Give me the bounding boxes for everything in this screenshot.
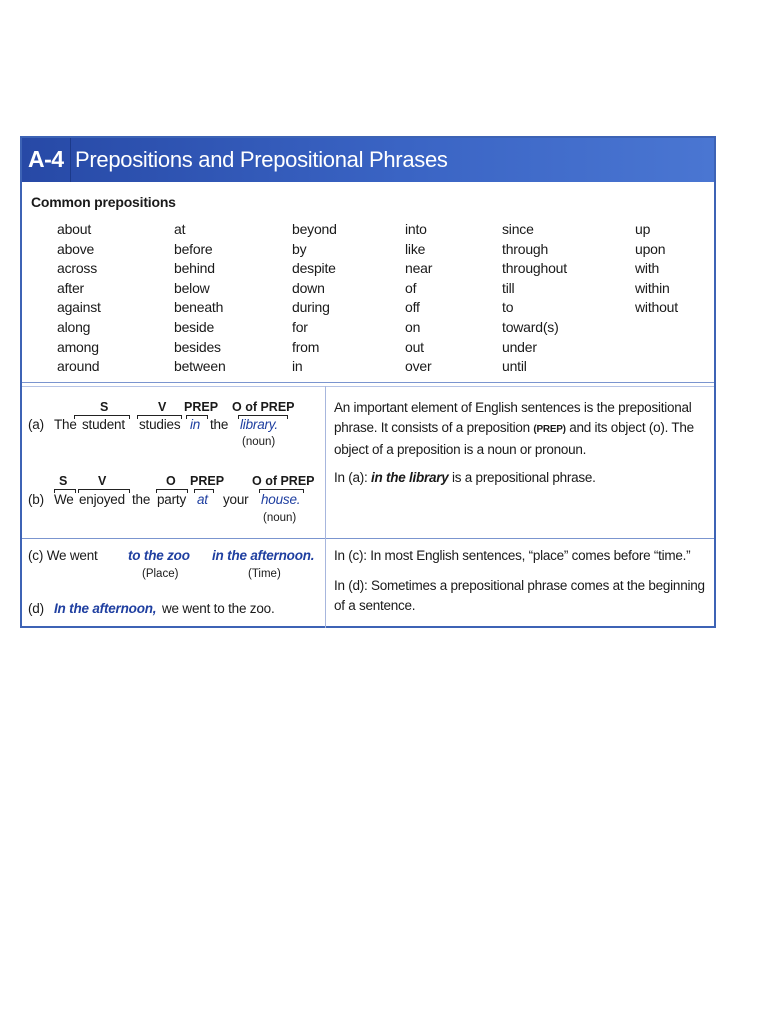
preposition-word: with <box>635 260 660 277</box>
preposition-word: at <box>174 221 186 237</box>
example-c-text: (c) We went <box>28 548 98 563</box>
word: enjoyed <box>79 492 125 507</box>
preposition-word: till <box>502 279 515 296</box>
preposition-word: despite <box>292 260 336 277</box>
preposition-word: through <box>502 240 549 257</box>
word-object: house. <box>261 492 301 507</box>
label-prep: PREP <box>184 400 219 414</box>
preposition-word: to <box>502 299 514 316</box>
label-verb: V <box>158 400 167 414</box>
preposition-word: for <box>292 318 308 335</box>
preposition-word: besides <box>174 338 221 355</box>
preposition-word: without <box>635 299 678 316</box>
word-prep: at <box>197 492 208 507</box>
preposition-column-6 <box>635 220 678 318</box>
preposition-word: along <box>57 318 91 335</box>
preposition-word: up <box>635 221 651 237</box>
explanation-text: and its object (o). The <box>565 420 694 435</box>
explanation-line <box>334 418 712 440</box>
preposition-word: under <box>502 338 537 355</box>
preposition-word: beneath <box>174 299 224 316</box>
preposition-column-3 <box>292 220 337 377</box>
word-object: library. <box>240 417 278 432</box>
preposition-word: on <box>405 318 421 335</box>
place-label: (Place) <box>142 568 179 580</box>
preposition-word: between <box>174 358 226 375</box>
preposition-word: within <box>635 279 670 296</box>
word: party <box>157 492 187 507</box>
explanation-in-a <box>334 468 712 488</box>
preposition-word: until <box>502 358 527 375</box>
example-d-marker: (d) <box>28 601 44 616</box>
label-verb: V <box>98 474 107 488</box>
preposition-column-4 <box>405 220 432 377</box>
time-label: (Time) <box>248 568 281 580</box>
preposition-word: like <box>405 240 426 257</box>
example-a-marker: (a) <box>28 417 44 432</box>
section-title: Prepositions and Prepositional Phrases <box>75 147 448 172</box>
preposition-word: near <box>405 260 433 277</box>
preposition-word: into <box>405 221 427 237</box>
preposition-column-2 <box>174 220 226 377</box>
section-divider <box>22 382 714 383</box>
preposition-word: in <box>292 358 303 375</box>
preposition-word: about <box>57 221 92 237</box>
explanation-text: In (a): <box>334 470 372 485</box>
explanation-text: phrase. It consists of a preposition <box>334 420 534 435</box>
explanation-line: In (d): Sometimes a prepositional phrase comes at the beginning <box>334 578 705 593</box>
preposition-word: toward(s) <box>502 318 559 335</box>
header-divider <box>70 138 71 182</box>
column-divider <box>325 386 326 538</box>
explanation-ab <box>334 398 712 460</box>
noun-note: (noun) <box>242 436 276 448</box>
place-phrase: to the zoo <box>128 548 190 563</box>
example-b-marker: (b) <box>28 492 44 507</box>
preposition-word: above <box>57 240 95 257</box>
preposition-word: from <box>292 338 320 355</box>
column-divider <box>325 538 326 628</box>
section-number: A-4 <box>28 146 64 172</box>
preposition-word: below <box>174 279 210 296</box>
explanation-line: object of a preposition is a noun or pronoun. <box>334 442 587 457</box>
preposition-word: beyond <box>292 221 337 237</box>
grammar-chart-card <box>20 136 716 628</box>
noun-note: (noun) <box>263 512 297 524</box>
example-d-text: we went to the zoo. <box>162 601 275 616</box>
chart-header <box>22 138 714 182</box>
preposition-word: before <box>174 240 213 257</box>
preposition-word: down <box>292 279 325 296</box>
preposition-word: among <box>57 338 99 355</box>
prep-abbreviation: (PREP) <box>533 424 566 435</box>
word: your <box>223 492 249 507</box>
label-object-of-prep: O of PREP <box>252 474 315 488</box>
preposition-word: out <box>405 338 424 355</box>
preposition-word: of <box>405 279 417 296</box>
section-divider <box>22 386 714 387</box>
preposition-word: over <box>405 358 432 375</box>
section-divider <box>22 538 714 539</box>
word: the <box>132 492 151 507</box>
label-subject: S <box>100 400 109 414</box>
intro-phrase: In the afternoon, <box>54 601 157 616</box>
preposition-word: throughout <box>502 260 567 277</box>
common-prepositions-title: Common prepositions <box>31 194 176 210</box>
preposition-word: around <box>57 358 100 375</box>
preposition-column-5 <box>502 220 567 377</box>
preposition-word: after <box>57 279 85 296</box>
explanation-c: In (c): In most English sentences, “place” comes before “time.” <box>334 548 691 563</box>
preposition-word: off <box>405 299 420 316</box>
word: the <box>210 417 229 432</box>
label-subject: S <box>59 474 68 488</box>
time-phrase: in the afternoon. <box>212 548 315 563</box>
highlighted-phrase: in the library <box>371 470 449 485</box>
word-prep: in <box>190 417 201 432</box>
word: We <box>54 492 74 507</box>
explanation-line: An important element of English sentences is the prepositional <box>334 400 692 415</box>
word: studies <box>139 417 181 432</box>
word: student <box>82 417 125 432</box>
label-object: O <box>166 474 176 488</box>
explanation-text: is a prepositional phrase. <box>448 470 596 485</box>
explanation-line: of a sentence. <box>334 598 416 613</box>
label-object-of-prep: O of PREP <box>232 400 295 414</box>
word: The <box>54 417 77 432</box>
preposition-column-1 <box>57 220 101 377</box>
preposition-word: by <box>292 240 307 257</box>
preposition-word: upon <box>635 240 666 257</box>
preposition-word: across <box>57 260 98 277</box>
preposition-word: against <box>57 299 101 316</box>
explanation-d <box>334 576 712 616</box>
label-prep: PREP <box>190 474 225 488</box>
preposition-word: since <box>502 221 534 237</box>
preposition-word: beside <box>174 318 215 335</box>
preposition-word: during <box>292 299 330 316</box>
preposition-word: behind <box>174 260 215 277</box>
